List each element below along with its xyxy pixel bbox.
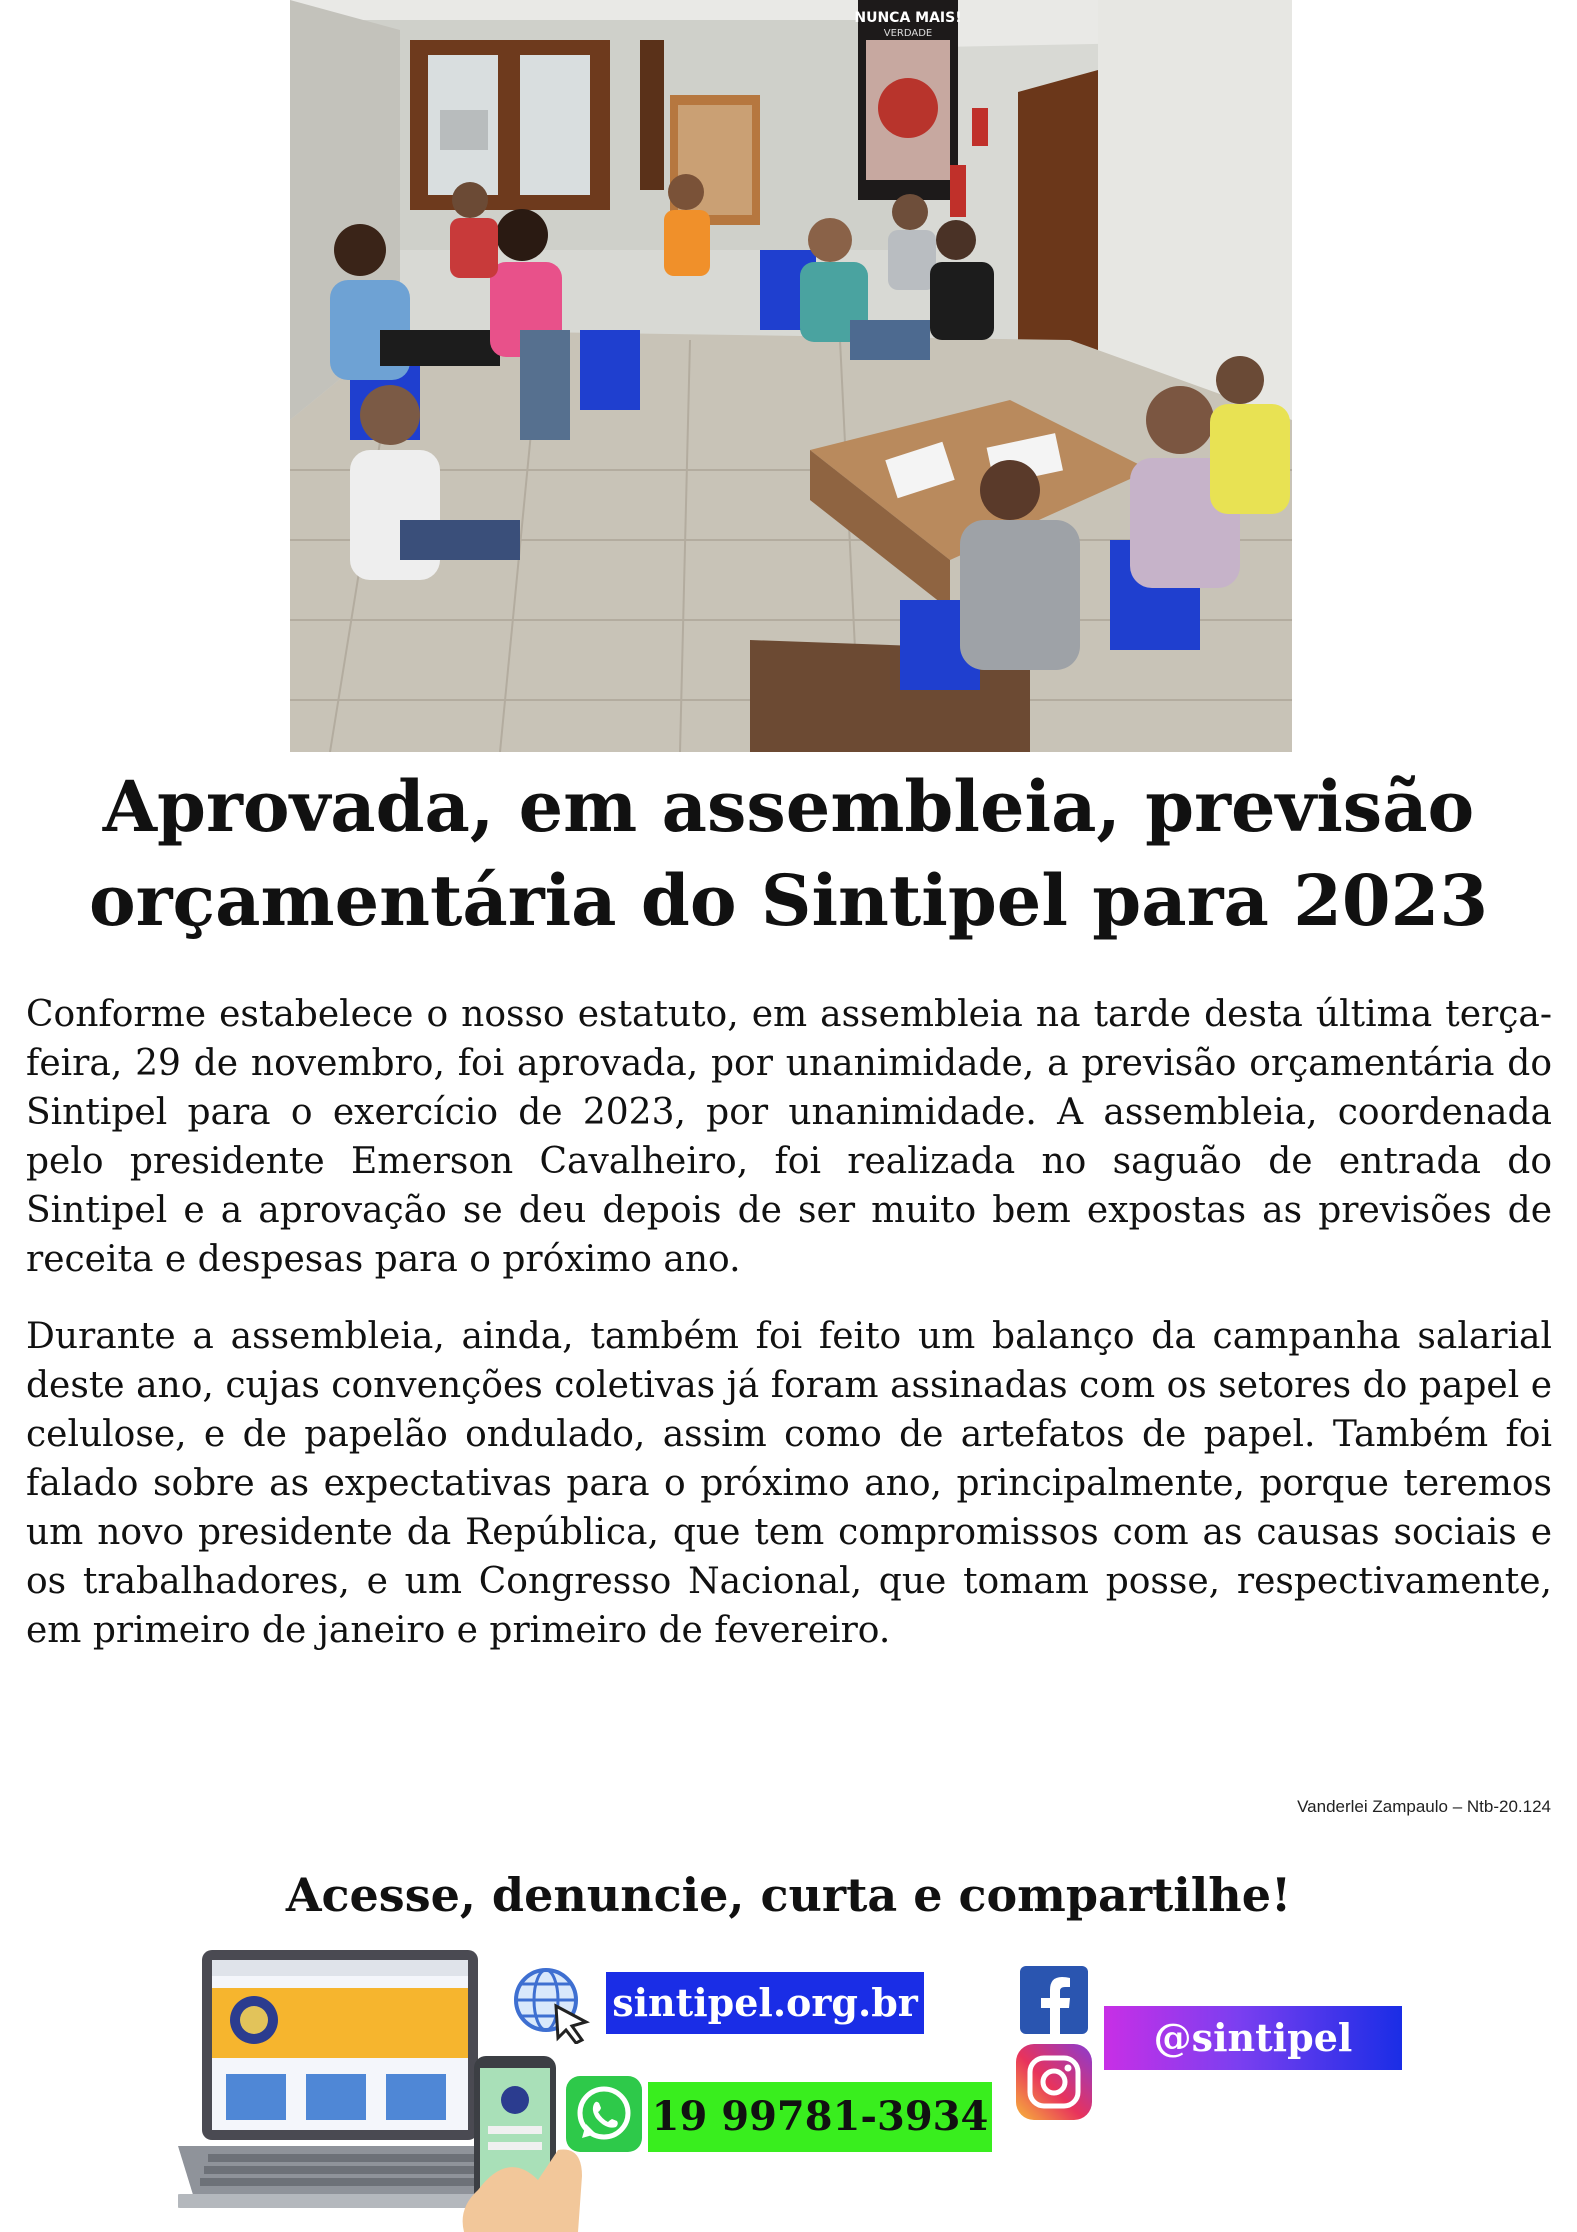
headline: [40, 760, 1537, 948]
social-handle[interactable]: @sintipel: [1104, 2006, 1402, 2070]
poster-text: NUNCA MAIS!: [854, 10, 962, 26]
article-body: [26, 990, 1552, 1683]
byline: Vanderlei Zampaulo – Ntb-20.124: [1297, 1797, 1551, 1816]
assembly-photo: [290, 0, 1292, 752]
headline-line-2: orçamentária do Sintipel para 2023: [88, 859, 1489, 942]
headline-line-1: Aprovada, em assembleia, previsão: [102, 765, 1475, 848]
whatsapp-number[interactable]: 19 99781-3934: [648, 2082, 992, 2152]
whatsapp-icon: [566, 2076, 642, 2152]
instagram-icon[interactable]: [1016, 2044, 1092, 2120]
article-paragraph-2: Durante a assembleia, ainda, também foi feito um balanço da campanha salarial deste ano, cujas convenções coletivas já foram assinadas com os setores do papel e celulose, e de papelão ondulado, assim como de artefatos de papel. Também foi falado sobre as expectativas para o próximo ano, principalmente, porque teremos um novo presidente da República, que tem compromissos com as causas sociais e os trabalhadores, e um Congresso Nacional, que tomam posse, respectivamente, em primeiro de janeiro e primeiro de fevereiro.: [26, 1316, 1552, 1651]
call-to-action: Acesse, denuncie, curta e compartilhe!: [285, 1868, 1292, 1922]
facebook-icon[interactable]: [1020, 1966, 1088, 2034]
poster-subtext: VERDADE: [883, 28, 933, 39]
globe-cursor-icon: [512, 1966, 590, 2044]
article-paragraph-1: Conforme estabelece o nosso estatuto, em assembleia na tarde desta última terça-feira, 29 de novembro, foi aprovada, por unanimidade, a previsão orçamentária do Sintipel para o exercício de 2023, por unanimidade. A assembleia, coordenada pelo presidente Emerson Cavalheiro, foi realizada no saguão de entrada do Sintipel e a aprovação se deu depois de ser muito bem expostas as previsões de receita e despesas para o próximo ano.: [26, 994, 1552, 1280]
website-link[interactable]: sintipel.org.br: [606, 1972, 924, 2034]
